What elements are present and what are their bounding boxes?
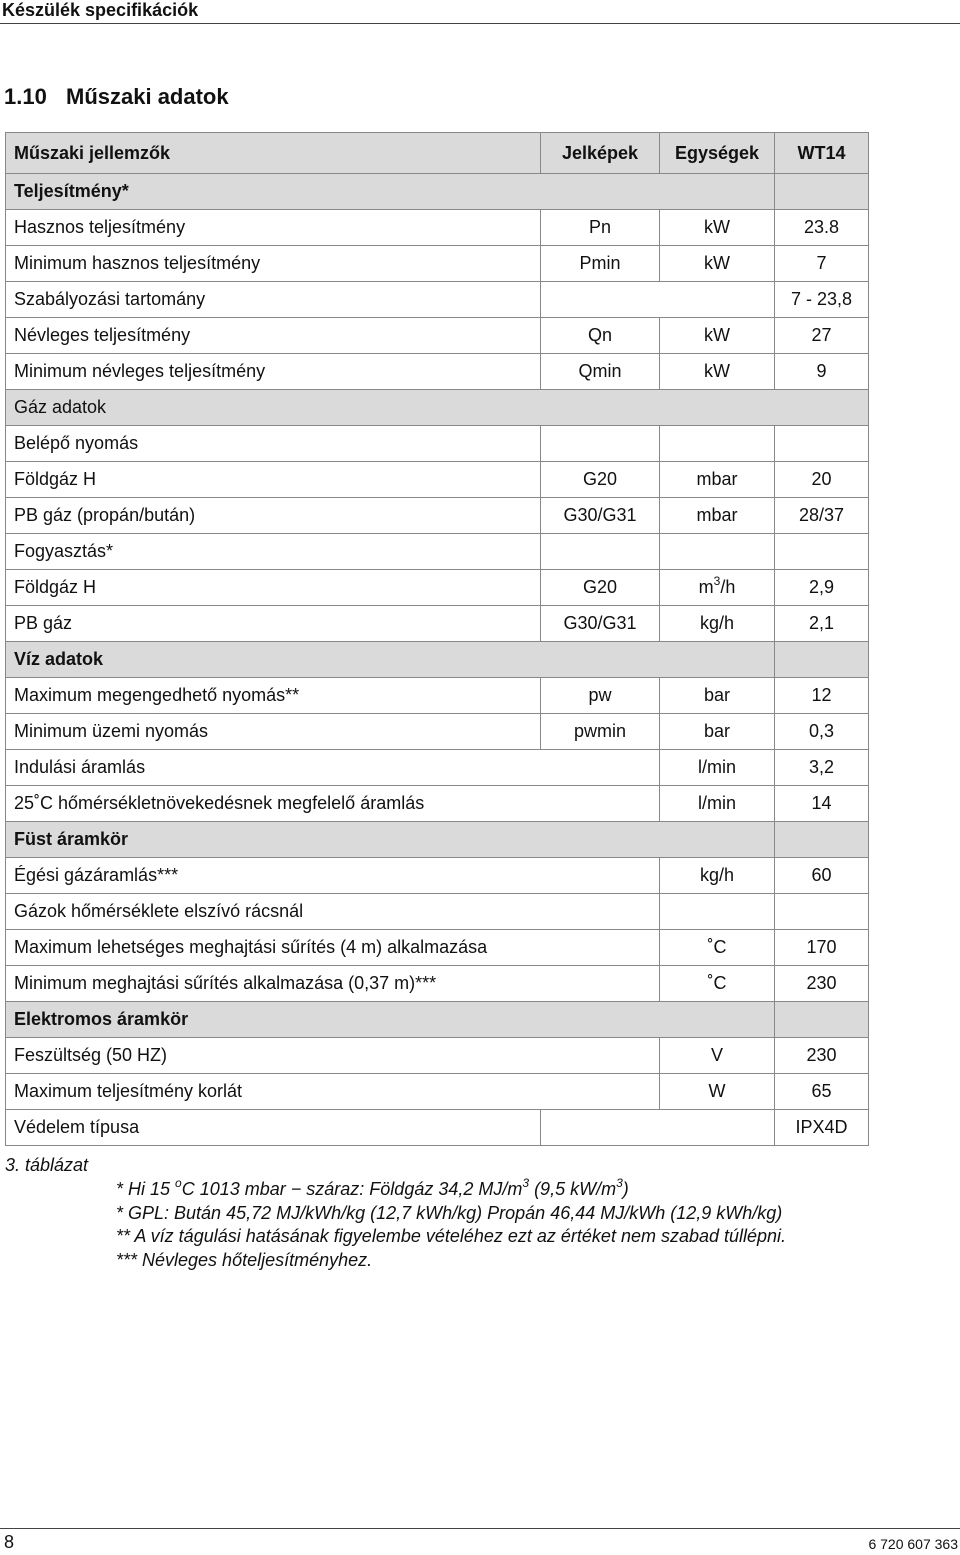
row-unit	[660, 426, 775, 462]
row-label: Maximum lehetséges meghajtási sűrítés (4 m) alkalmazása	[6, 930, 660, 966]
row-label: Víz adatok	[6, 642, 775, 678]
row-value: 60	[775, 858, 869, 894]
row-value: 14	[775, 786, 869, 822]
row-unit: kg/h	[660, 606, 775, 642]
section-number: 1.10	[4, 84, 47, 109]
row-symbol: Pmin	[541, 246, 660, 282]
document-number: 6 720 607 363	[868, 1536, 958, 1552]
footnote-text: (9,5 kW/m	[529, 1179, 617, 1199]
table-row	[6, 1074, 869, 1110]
row-value: 2,1	[775, 606, 869, 642]
page-header-title: Készülék specifikációk	[2, 0, 199, 20]
row-value	[775, 1002, 869, 1038]
row-value: 28/37	[775, 498, 869, 534]
row-value: 170	[775, 930, 869, 966]
table-caption: 3. táblázat	[5, 1155, 89, 1175]
table-header-row	[6, 133, 869, 174]
technical-data-table	[5, 132, 869, 1146]
row-value	[775, 426, 869, 462]
row-unit: ˚C	[660, 966, 775, 1002]
row-value: 2,9	[775, 570, 869, 606]
footnote-superscript: o	[175, 1176, 182, 1190]
row-value: 20	[775, 462, 869, 498]
row-symbol: Qmin	[541, 354, 660, 390]
table-row	[6, 858, 869, 894]
page-number: 8	[4, 1532, 15, 1552]
row-unit: kg/h	[660, 858, 775, 894]
row-value	[775, 642, 869, 678]
table-row	[6, 930, 869, 966]
row-label: Gáz adatok	[6, 390, 869, 426]
footnote-superscript: 3	[616, 1176, 623, 1190]
table-row	[6, 210, 869, 246]
table-row	[6, 246, 869, 282]
row-value	[775, 174, 869, 210]
section-heading	[4, 84, 229, 110]
row-unit: ˚C	[660, 930, 775, 966]
row-value	[775, 822, 869, 858]
row-symbol: Qn	[541, 318, 660, 354]
row-label: Fogyasztás*	[6, 534, 541, 570]
row-label: PB gáz	[6, 606, 541, 642]
row-symbol: G30/G31	[541, 498, 660, 534]
row-unit: kW	[660, 354, 775, 390]
footnote-line	[116, 1178, 786, 1202]
row-label: Földgáz H	[6, 462, 541, 498]
table-row	[6, 534, 869, 570]
row-label: Füst áramkör	[6, 822, 775, 858]
row-unit: mbar	[660, 498, 775, 534]
header-characteristics: Műszaki jellemzők	[6, 133, 541, 174]
table-row	[6, 750, 869, 786]
row-value: 12	[775, 678, 869, 714]
table-row	[6, 1002, 869, 1038]
row-label: Hasznos teljesítmény	[6, 210, 541, 246]
row-unit: bar	[660, 678, 775, 714]
table-row	[6, 714, 869, 750]
row-label: Minimum névleges teljesítmény	[6, 354, 541, 390]
footnote-superscript: 3	[522, 1176, 530, 1190]
unit-suffix: /h	[720, 577, 736, 597]
row-label: Maximum megengedhető nyomás**	[6, 678, 541, 714]
row-label: Védelem típusa	[6, 1110, 541, 1146]
table-row	[6, 642, 869, 678]
row-label: Maximum teljesítmény korlát	[6, 1074, 660, 1110]
row-value: 23.8	[775, 210, 869, 246]
row-value: 9	[775, 354, 869, 390]
row-unit: kW	[660, 318, 775, 354]
row-label: 25˚C hőmérsékletnövekedésnek megfelelő áramlás	[6, 786, 660, 822]
row-symbol: pwmin	[541, 714, 660, 750]
row-unit: V	[660, 1038, 775, 1074]
table-row	[6, 174, 869, 210]
footnote-text: *** Névleges hőteljesítményhez.	[116, 1249, 373, 1270]
table-row	[6, 606, 869, 642]
row-label: Földgáz H	[6, 570, 541, 606]
row-value: 7 - 23,8	[775, 282, 869, 318]
header-model: WT14	[775, 133, 869, 174]
row-value: 230	[775, 1038, 869, 1074]
footnote-line	[116, 1249, 786, 1273]
table-row	[6, 318, 869, 354]
row-value: 230	[775, 966, 869, 1002]
table-row	[6, 462, 869, 498]
footnote-text: C 1013 mbar − száraz: Földgáz 34,2 MJ/m	[181, 1179, 523, 1199]
footnote-text: * Hi 15	[116, 1179, 176, 1199]
row-symbol: Pn	[541, 210, 660, 246]
row-label: Minimum üzemi nyomás	[6, 714, 541, 750]
section-title: Műszaki adatok	[66, 84, 229, 109]
row-label: Minimum hasznos teljesítmény	[6, 246, 541, 282]
row-label: Belépő nyomás	[6, 426, 541, 462]
header-divider	[0, 23, 960, 24]
table-row	[6, 282, 869, 318]
table-row	[6, 1110, 869, 1146]
row-label: Égési gázáramlás***	[6, 858, 660, 894]
table-row	[6, 822, 869, 858]
row-unit: mbar	[660, 462, 775, 498]
row-symbol: pw	[541, 678, 660, 714]
row-unit: l/min	[660, 750, 775, 786]
footnote-text: * GPL: Bután 45,72 MJ/kWh/kg (12,7 kWh/kg) Propán 46,44 MJ/kWh (12,9 kWh/kg)	[116, 1202, 783, 1223]
row-unit: kW	[660, 246, 775, 282]
table-row	[6, 786, 869, 822]
row-label: Indulási áramlás	[6, 750, 660, 786]
row-label: Elektromos áramkör	[6, 1002, 775, 1038]
row-unit	[660, 570, 775, 606]
row-value: 65	[775, 1074, 869, 1110]
row-label: Feszültség (50 HZ)	[6, 1038, 660, 1074]
unit-superscript: 3	[713, 574, 721, 588]
row-symbol-unit-empty	[541, 282, 775, 318]
table-row	[6, 570, 869, 606]
row-symbol: G20	[541, 570, 660, 606]
header-units: Egységek	[660, 133, 775, 174]
row-value	[775, 534, 869, 570]
row-unit: bar	[660, 714, 775, 750]
row-label: Teljesítmény*	[6, 174, 775, 210]
row-symbol	[541, 426, 660, 462]
row-value: 3,2	[775, 750, 869, 786]
unit-base: m	[698, 577, 714, 597]
row-symbol: G30/G31	[541, 606, 660, 642]
row-symbol-unit-empty	[541, 1110, 775, 1146]
footnote-line	[116, 1225, 786, 1249]
table-row	[6, 354, 869, 390]
row-label: Minimum meghajtási sűrítés alkalmazása (0,37 m)***	[6, 966, 660, 1002]
table-row	[6, 1038, 869, 1074]
row-unit: l/min	[660, 786, 775, 822]
row-value: 7	[775, 246, 869, 282]
footnote-text: )	[622, 1179, 629, 1199]
row-unit	[660, 534, 775, 570]
table-row	[6, 498, 869, 534]
row-value: 0,3	[775, 714, 869, 750]
header-symbols: Jelképek	[541, 133, 660, 174]
footnote-text: ** A víz tágulási hatásának figyelembe vételéhez ezt az értéket nem szabad túllépni.	[116, 1226, 787, 1246]
row-unit	[660, 894, 775, 930]
table-row	[6, 894, 869, 930]
row-unit: kW	[660, 210, 775, 246]
row-label: Névleges teljesítmény	[6, 318, 541, 354]
row-value: 27	[775, 318, 869, 354]
table-row	[6, 390, 869, 426]
table-row	[6, 678, 869, 714]
row-value: IPX4D	[775, 1110, 869, 1146]
row-unit: W	[660, 1074, 775, 1110]
row-symbol: G20	[541, 462, 660, 498]
footer-divider	[0, 1528, 960, 1529]
row-value	[775, 894, 869, 930]
row-label: Szabályozási tartomány	[6, 282, 541, 318]
row-symbol	[541, 534, 660, 570]
footnotes	[116, 1178, 786, 1272]
table-row	[6, 966, 869, 1002]
row-label: PB gáz (propán/bután)	[6, 498, 541, 534]
row-label: Gázok hőmérséklete elszívó rácsnál	[6, 894, 660, 930]
table-row	[6, 426, 869, 462]
footnote-line	[116, 1202, 786, 1226]
